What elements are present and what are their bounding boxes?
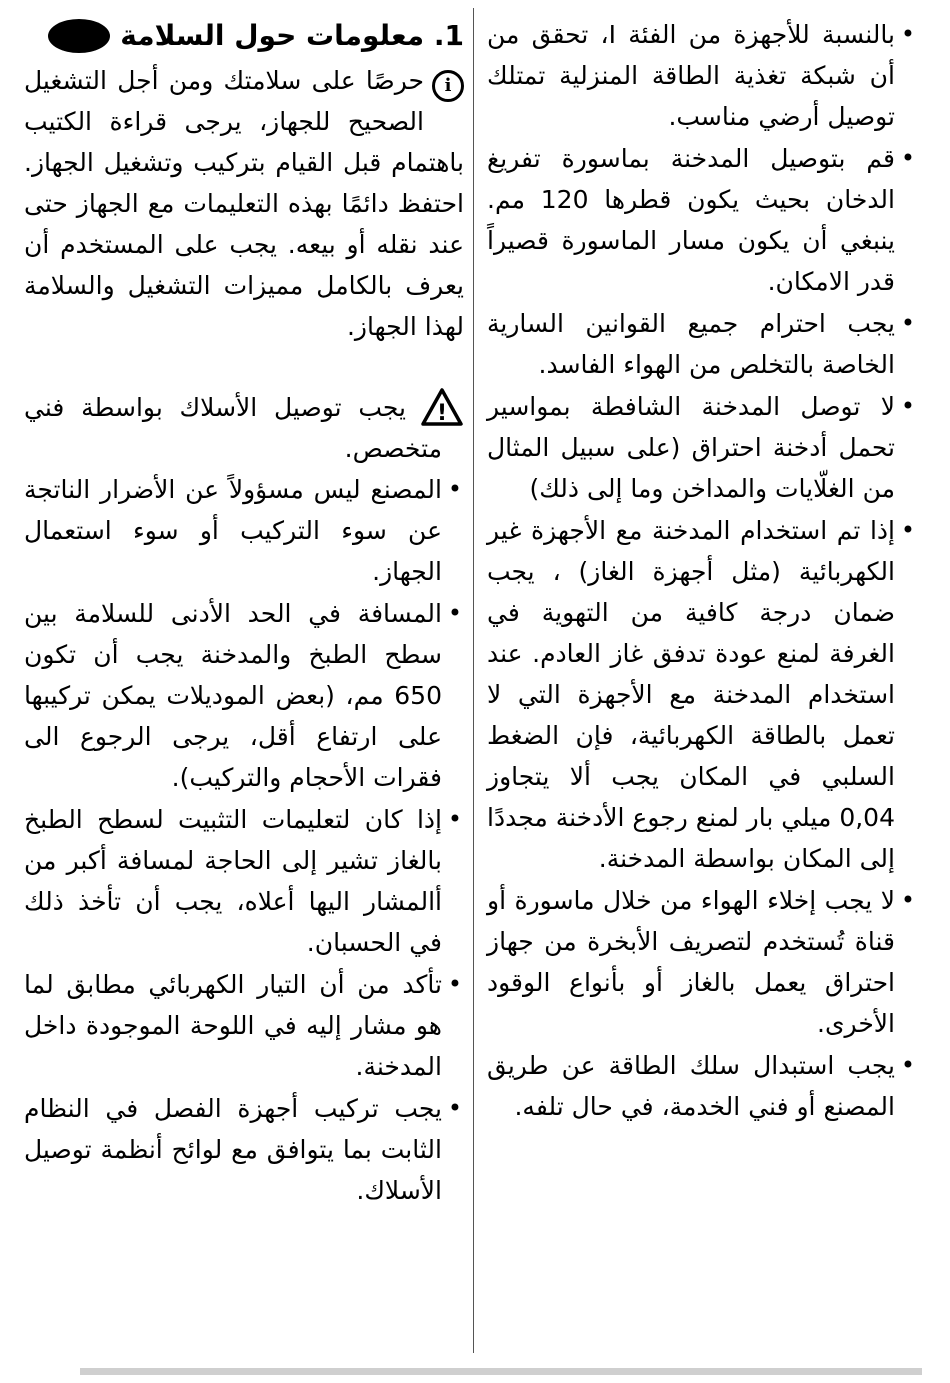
list-item: • تأكد من أن التيار الكهربائي مطابق لما هو مشار إليه في اللوحة الموجودة داخل المدخنة. xyxy=(24,964,464,1087)
bullet-icon: • xyxy=(447,475,462,503)
bullet-icon: • xyxy=(900,309,915,337)
page-bottom-rule xyxy=(80,1368,922,1375)
list-item: • المصنع ليس مسؤولاً عن الأضرار الناتجة عن سوء التركيب أو سوء استعمال الجهاز. xyxy=(24,469,464,592)
column-divider xyxy=(473,8,474,1353)
bullet-icon: • xyxy=(900,1051,915,1079)
svg-text:!: ! xyxy=(436,401,448,426)
info-block xyxy=(24,60,464,347)
info-icon: i xyxy=(432,70,464,102)
bullet-icon: • xyxy=(447,970,462,998)
list-item: • إذا كان لتعليمات التثبيت لسطح الطبخ بالغاز تشير إلى الحاجة لمسافة أكبر من أالمشار اليها أعلاه، يجب أن تأخذ ذلك في الحسبان. xyxy=(24,799,464,963)
bullet-icon: • xyxy=(447,599,462,627)
list-item: • لا يجب إخلاء الهواء من خلال ماسورة أو قناة تُستخدم لتصريف الأبخرة من جهاز احتراق يعمل بالغاز أو بأنواع الوقود الأخرى. xyxy=(487,880,917,1044)
section-title: 1. معلومات حول السلامة xyxy=(120,19,464,52)
left-bullet-list xyxy=(24,469,464,1211)
left-column xyxy=(24,14,464,1212)
list-item: • إذا تم استخدام المدخنة مع الأجهزة غير الكهربائية (مثل أجهزة الغاز) ، يجب ضمان درجة كافية من التهوية في الغرفة لمنع عودة تدفق غاز العادم. عند استخدام المدخنة مع الأجهزة التي لا تعمل بالطاقة الكهربائية، فإن الضغط السلبي في المكان يجب ألا يتجاوز 0,04 ميلي بار لمنع رجوع الأدخنة مجددًا إلى المكان بواسطة المدخنة. xyxy=(487,510,917,879)
section-heading xyxy=(24,14,464,58)
section-marker-icon xyxy=(48,19,110,53)
bullet-icon: • xyxy=(900,144,915,172)
info-paragraph: حرصًا على سلامتك ومن أجل التشغيل الصحيح للجهاز، يرجى قراءة الكتيب باهتمام قبل القيام بتركيب وتشغيل الجهاز. احتفظ دائمًا بهذه التعليمات مع الجهاز حتى عند نقله أو بيعه. يجب على المستخدم أن يعرف بالكامل مميزات التشغيل والسلامة لهذا الجهاز. xyxy=(24,66,464,341)
list-item: • لا توصل المدخنة الشافطة بمواسير تحمل أدخنة احتراق (على سبيل المثال من الغلّايات والمداخن وما إلى ذلك) xyxy=(487,386,917,509)
list-item: • يجب احترام جميع القوانين السارية الخاصة بالتخلص من الهواء الفاسد. xyxy=(487,303,917,385)
warning-text: يجب توصيل الأسلاك بواسطة فني متخصص. xyxy=(24,393,442,463)
right-column xyxy=(487,14,917,1128)
list-item: • بالنسبة للأجهزة من الفئة I، تحقق من أن شبكة تغذية الطاقة المنزلية تمتلك توصيل أرضي مناسب. xyxy=(487,14,917,137)
bullet-icon: • xyxy=(900,20,915,48)
right-bullet-list xyxy=(487,14,917,1127)
warning-block xyxy=(24,387,464,469)
list-item: • يجب استبدال سلك الطاقة عن طريق المصنع أو فني الخدمة، في حال تلفه. xyxy=(487,1045,917,1127)
bullet-icon: • xyxy=(447,1094,462,1122)
bullet-icon: • xyxy=(900,516,915,544)
bullet-icon: • xyxy=(900,886,915,914)
bullet-icon: • xyxy=(447,805,462,833)
list-item: • يجب تركيب أجهزة الفصل في النظام الثابت بما يتوافق مع لوائح أنظمة توصيل الأسلاك. xyxy=(24,1088,464,1211)
bullet-icon: • xyxy=(900,392,915,420)
warning-icon xyxy=(420,387,464,427)
list-item: • المسافة في الحد الأدنى للسلامة بين سطح الطبخ والمدخنة يجب أن تكون 650 مم، (بعض الموديلات يمكن تركيبها على ارتفاع أقل، يرجى الرجوع الى فقرات الأحجام والتركيب). xyxy=(24,593,464,798)
list-item: • قم بتوصيل المدخنة بماسورة تفريغ الدخان بحيث يكون قطرها 120 مم. ينبغي أن يكون مسار الماسورة قصيراً قدر الامكان. xyxy=(487,138,917,302)
